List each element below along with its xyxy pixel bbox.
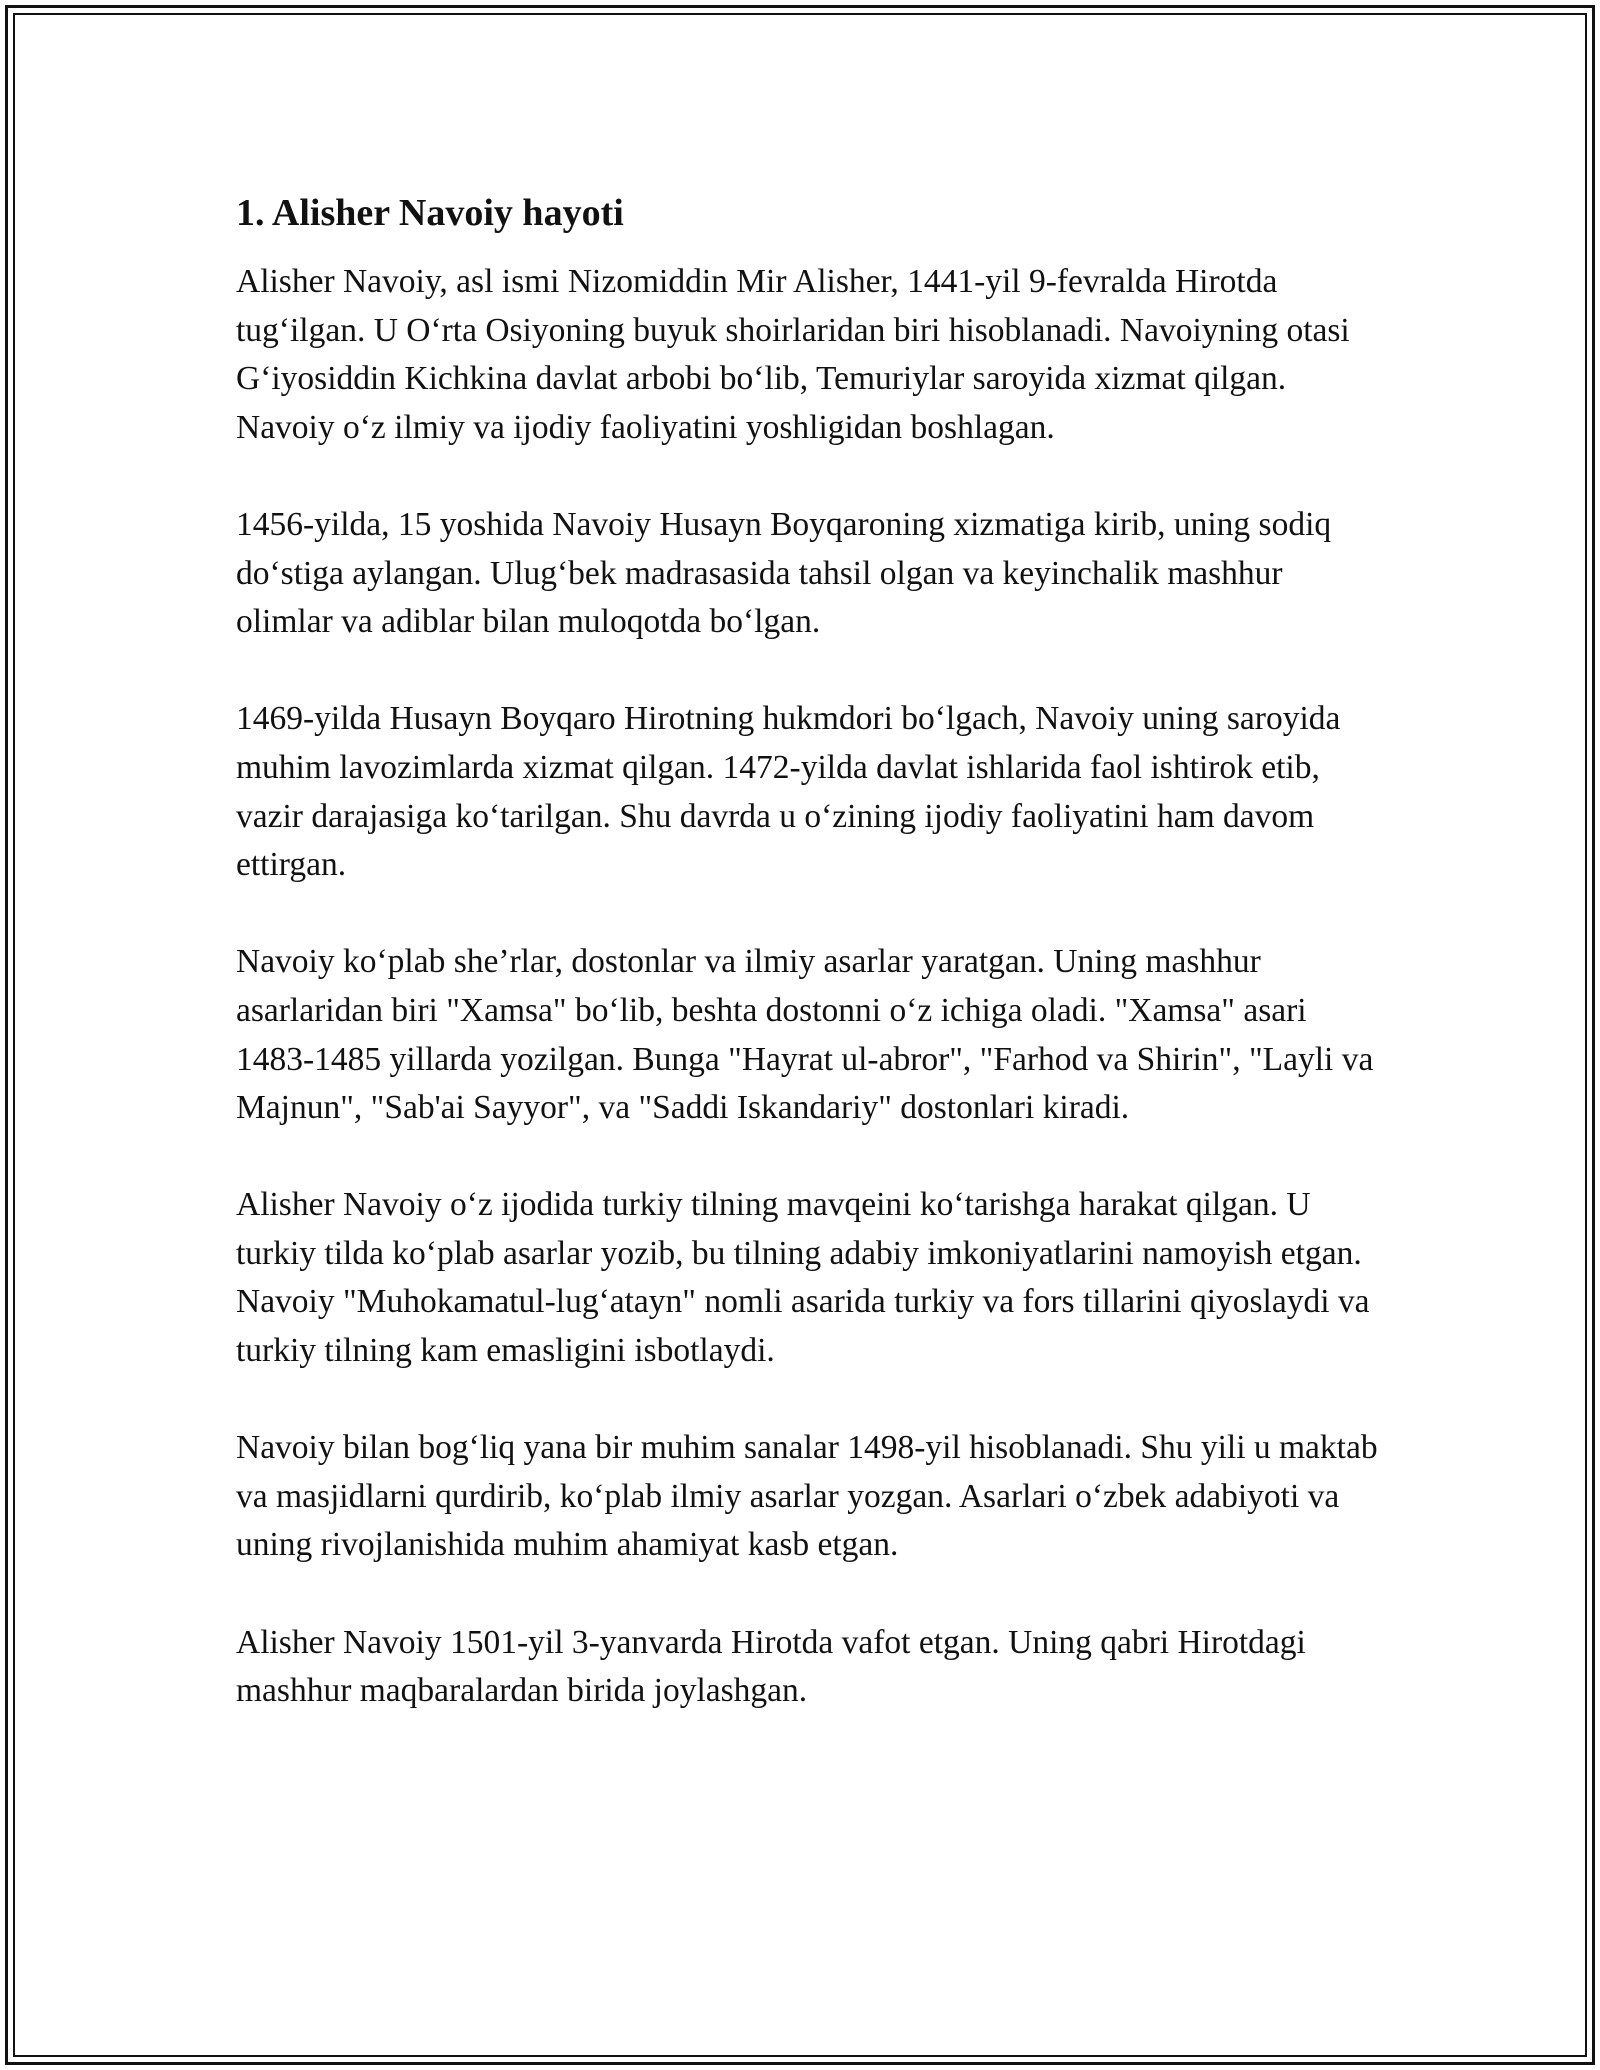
paragraph-works: Navoiy ko‘plab she’rlar, dostonlar va ilmiy asarlar yaratgan. Uning mashhur asarlaridan biri "Xamsa" bo‘lib, beshta dostonni o‘z ichiga oladi. "Xamsa" asari 1483-1485 yillarda yozilgan. Bunga "Hayrat ul-abror", "Farhod va Shirin", "Layli va Majnun", "Sab'ai Sayyor", va "Saddi Iskandariy" dostonlari kiradi. — [236, 943, 1374, 1127]
paragraph-turkic-language: Alisher Navoiy o‘z ijodida turkiy tilning mavqeini ko‘tarishga harakat qilgan. U turkiy tilda ko‘plab asarlar yozib, bu tilning adabiy imkoniyatlarini namoyish etgan. Navoiy "Muhokamatul-lug‘atayn" nomli asarida turkiy va fors tillarini qiyoslaydi va turkiy tilning kam emasligini isbotlaydi. — [236, 1186, 1370, 1370]
paragraph-court-service: 1469-yilda Husayn Boyqaro Hirotning hukmdori bo‘lgach, Navoiy uning saroyida muhim lavozimlarda xizmat qilgan. 1472-yilda davlat ishlarida faol ishtirok etib, vazir darajasiga ko‘tarilgan. Shu davrda u o‘zining ijodiy faoliyatini ham davom ettirgan. — [236, 700, 1341, 884]
paragraph-1498: Navoiy bilan bog‘liq yana bir muhim sanalar 1498-yil hisoblanadi. Shu yili u maktab va masjidlarni qurdirib, ko‘plab ilmiy asarlar yozgan. Asarlari o‘zbek adabiyoti va uning rivojlanishida muhim ahamiyat kasb etgan. — [236, 1429, 1378, 1564]
paragraph-birth: Alisher Navoiy, asl ismi Nizomiddin Mir Alisher, 1441-yil 9-fevralda Hirotda tug‘ilgan. U O‘rta Osiyoning buyuk shoirlaridan biri hisoblanadi. Navoiyning otasi G‘iyosiddin Kichkina davlat arbobi bo‘lib, Temuriylar saroyida xizmat qilgan. Navoiy o‘z ilmiy va ijodiy faoliyatini yoshligidan boshlagan. — [236, 263, 1350, 446]
paragraph-youth: 1456-yilda, 15 yoshida Navoiy Husayn Boyqaroning xizmatiga kirib, uning sodiq do‘stiga aylangan. Ulug‘bek madrasasida tahsil olgan va keyinchalik mashhur olimlar va adiblar bilan muloqotda bo‘lgan. — [236, 505, 1332, 641]
paragraph-death: Alisher Navoiy 1501-yil 3-yanvarda Hirotda vafot etgan. Uning qabri Hirotdagi mashhur maqbaralardan birida joylashgan. — [236, 1623, 1306, 1710]
document-body — [236, 188, 1386, 1764]
document-title: 1. Alisher Navoiy hayoti — [236, 192, 624, 234]
